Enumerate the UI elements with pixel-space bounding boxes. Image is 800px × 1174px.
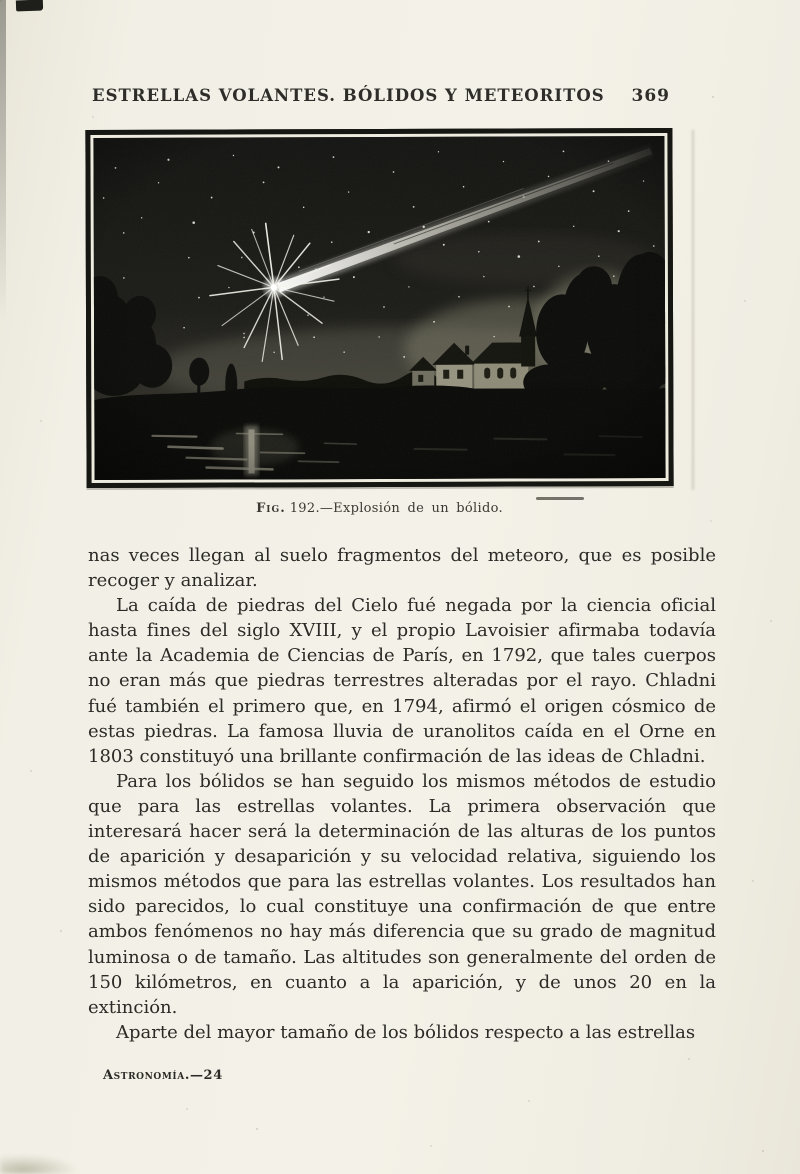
paragraph: Para los bólidos se han seguido los mismos métodos de estudio que para las estrellas volantes. La primera observación que interesará hacer será la determinación de las alturas de los puntos de aparición y desaparición y su velocidad relativa, siguiendo los mismos métodos que para las estrellas volantes. Los resultados han sido parecidos, lo cual constituye una confirmación de que entre ambos fenómenos no hay más diferencia que su grado de magnitud luminosa o de tamaño. Las altitudes son generalmente del orden de 150 kilómetros, en cuanto a la aparición, y de unos 20 en la extinción. <box>88 770 716 1018</box>
scan-shadow-left-edge <box>0 0 6 320</box>
printer-signature: Astronomía.—24 <box>103 1068 223 1083</box>
figure-caption-label: Fig. <box>256 501 286 516</box>
bolide-illustration <box>90 133 668 483</box>
night-scene-engraving <box>93 136 665 480</box>
paragraph-continuation: nas veces llegan al suelo fragmentos del meteoro, que es posible recoger y analizar. <box>88 545 716 592</box>
paragraph: Aparte del mayor tamaño de los bólidos respecto a las estrellas <box>116 1021 696 1043</box>
paper-crease <box>692 130 694 490</box>
vignette <box>93 136 665 480</box>
chapter-title: ESTRELLAS VOLANTES. BÓLIDOS Y METEORITOS <box>92 86 605 105</box>
body-text <box>88 543 716 1045</box>
paragraph: La caída de piedras del Cielo fué negada por la ciencia oficial hasta fines del siglo XVIII, y el propio Lavoisier afirmaba todavía ante la Academia de Ciencias de París, en 1792, que tales cuerpos no eran más que piedras terrestres alteradas por el rayo. Chladni fué también el primero que, en 1794, afirmó el origen cósmico de estas piedras. La famosa lluvia de uranolitos caída en el Orne en 1803 constituyó una brillante confirmación de las ideas de Chladni. <box>88 595 716 767</box>
scan-mark-top-left <box>16 0 43 11</box>
figure-frame <box>85 128 673 488</box>
stray-ink-dash <box>536 497 584 500</box>
running-header <box>92 86 670 106</box>
figure-caption <box>86 501 673 516</box>
scan-smudge-bottom-left <box>0 1154 78 1174</box>
page-number: 369 <box>631 86 670 106</box>
figure-caption-text: 192.—Explosión de un bólido. <box>289 501 503 516</box>
